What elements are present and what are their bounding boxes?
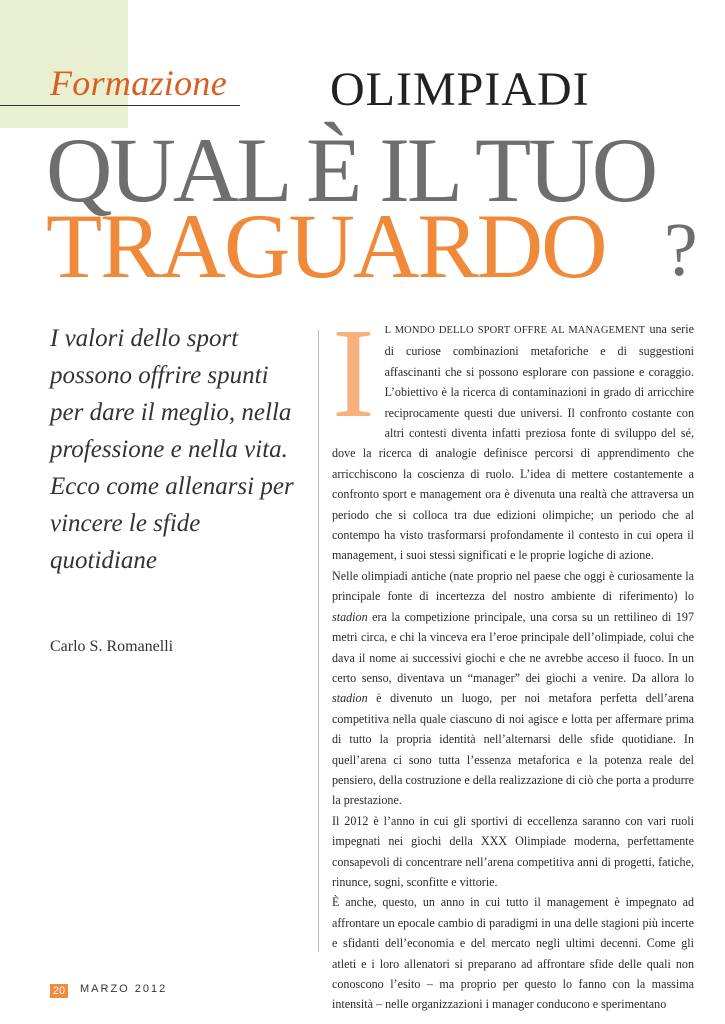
issue-date: MARZO 2012 — [80, 983, 168, 995]
lead-paragraph: I valori dello sport possono offrire spunti per dare il meglio, nella professione e nella vita. Ecco come allenarsi per vincere le sfide quotidiane — [50, 325, 294, 574]
paragraph-1-text: una serie di curiose combinazioni metaforiche e di suggestioni affascinanti che si possono esplorare con passione e coraggio. L’obiettivo è la ricerca di contaminazioni in grado di arricchire reciprocamente questi due universi. Il confronto costante con altri contesti diventa infatti preziosa fonte di sviluppo del sé, dove la ricerca di analogie definisce percorsi di apprendimento che arricchiscono la coscienza di ruolo. L’idea di mettere costantemente a confronto sport e management ora è divenuta una realtà che attraversa un periodo che si colloca tra due edizioni olimpiche; un periodo che al contempo ha visto trasformarsi profondamente il contesto in cui opera il management, i suoi stessi significati e le proprie logiche di azione. — [332, 322, 694, 563]
section-rule — [0, 105, 240, 106]
article-body — [332, 302, 694, 1015]
article-paragraph-4: È anche, questo, un anno in cui tutto il management è impegnato ad affrontare un epocale cambio di paradigmi in una delle stagioni più incerte e sfidanti dell’economia e del mercato negli ultimi decenni. Come gli atleti e i loro allenatori si preparano ad affrontare sfide delle quali non conoscono l’esito – ma proprio per questo lo fanno con la massima intensità – nelle organizzazioni i manager conducono e sperimentano — [332, 895, 694, 1012]
paragraph-2-text-c: è divenuto un luogo, per noi metafora perfetta dell’arena competitiva nella quale ciascuno di noi agisce e lotta per affermare prima di tutto la propria identità nell’alternarsi delle sfide quotidiane. In quell’arena ci sono tutta l’essenza metaforica e la potenza reale del pensiero, della costruzione e della realizzazione di ciò che porta a produrre la prestazione. — [332, 691, 694, 808]
article-paragraph-2 — [332, 566, 694, 811]
page-number: 20 — [50, 984, 68, 998]
italic-stadion-2: stadion — [332, 691, 368, 706]
article-paragraph-3: Il 2012 è l’anno in cui gli sportivi di eccellenza saranno con vari ruoli impegnati nei giochi della XXX Olimpiade moderna, perfettamente consapevoli di concentrare nell’arena competitiva anni di progetti, fatiche, rinunce, sogni, sconfitte e vittorie. — [332, 813, 694, 889]
paragraph-2-text-a: Nelle olimpiadi antiche (nate proprio nel paese che oggi è curiosamente la principale fonte di incertezza del nostro ambiente di riferimento) lo — [332, 568, 694, 604]
drop-cap: I — [332, 302, 375, 444]
headline-line-1: QUAL È IL TUO — [46, 119, 656, 221]
section-label: Formazione — [50, 63, 227, 103]
column-divider — [318, 330, 319, 952]
headline-question-mark: ? — [664, 208, 698, 292]
headline-line-2: TRAGUARDO — [46, 195, 606, 297]
kicker-title: OLIMPIADI — [330, 63, 590, 116]
italic-stadion-1: stadion — [332, 609, 368, 624]
author-byline: Carlo S. Romanelli — [50, 638, 174, 655]
paragraph-2-text-b: era la competizione principale, una corsa su un rettilineo di 197 metri circa, e chi la vinceva era l’eroe principale dell’olimpiade, colui che dava il nome ai successivi giochi e che ne avrebbe acceso il fuoco. In un certo senso, diventava un “manager” dei giochi a venire. Da allora lo — [332, 609, 694, 685]
article-paragraph-1 — [332, 302, 694, 566]
opening-smallcaps: L MONDO DELLO SPORT OFFRE AL MANAGEMENT — [384, 325, 646, 336]
